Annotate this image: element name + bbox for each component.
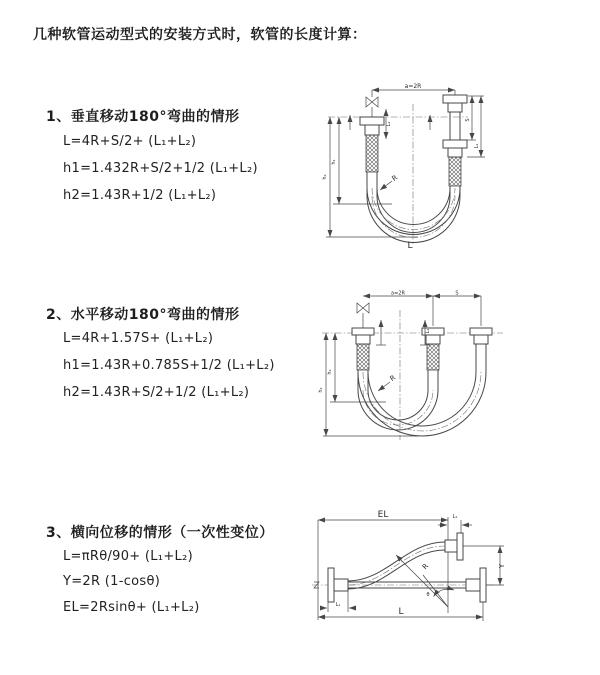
section-3-formula-Y: Y=2R (1-cosθ) [63, 574, 161, 589]
section-3-formula-L: L=πRθ/90+ (L₁+L₂) [63, 549, 193, 564]
dimension-a2r [372, 83, 455, 95]
section-1-formula-h2: h2=1.43R+1/2 (L₁+L₂) [63, 188, 217, 203]
dim-label-s: S [455, 290, 459, 297]
dim-label-l: L [398, 607, 404, 617]
radius-and-angle [396, 555, 454, 607]
section-3-title: 横向位移的情形（一次性变位） [70, 525, 274, 541]
section-1-heading [46, 106, 239, 126]
left-flange [314, 568, 348, 602]
section-3-heading [46, 522, 274, 542]
dim-label-a2r: a=2R [391, 290, 405, 297]
radius-callout [378, 374, 397, 391]
dim-label-l1-top: L₁ [452, 514, 458, 520]
section-1-formula-L: L=4R+S/2+ (L₁+L₂) [63, 134, 197, 149]
section-2-heading [46, 304, 239, 324]
dim-label-h2: h₂ [322, 174, 328, 180]
centerlines [312, 517, 496, 613]
dim-label-l1-bottom: L₁ [335, 602, 341, 608]
section-2-title: 水平移动180°弯曲的情形 [70, 307, 240, 323]
dimension-s [433, 291, 481, 327]
dim-label-h1: h₁ [327, 369, 333, 375]
dim-label-y: Y [498, 563, 506, 569]
dim-label-el: EL [377, 510, 389, 520]
section-2-number: 2、 [46, 307, 71, 323]
section-1-title: 垂直移动180°弯曲的情形 [70, 109, 240, 125]
dimension-l1-top [438, 514, 472, 533]
diagram-horizontal-u-bend [318, 290, 518, 450]
section-2-formula-h1: h1=1.43R+0.785S+1/2 (L₁+L₂) [63, 358, 275, 373]
dim-label-a2r: a=2R [404, 83, 422, 90]
length-label: L [407, 241, 413, 251]
dim-label-h2: h₂ [318, 387, 324, 393]
valve-icon [366, 90, 378, 117]
section-1-formula-h1: h1=1.432R+S/2+1/2 (L₁+L₂) [63, 161, 258, 176]
diagram-lateral-displacement [308, 505, 538, 630]
section-3-formula-EL: EL=2Rsinθ+ (L₁+L₂) [63, 600, 200, 615]
dimension-l [318, 602, 483, 621]
dim-label-s: S [465, 118, 471, 122]
centerlines [328, 104, 468, 244]
dimension-l1-bottom [320, 591, 356, 612]
dimension-l1-right [467, 96, 485, 157]
radius-callout [380, 174, 399, 190]
right-pipe-fitting [470, 328, 492, 344]
section-1-number: 1、 [46, 109, 71, 125]
section-2-formula-h2: h2=1.43R+S/2+1/2 (L₁+L₂) [63, 385, 250, 400]
dimension-a2r [363, 291, 433, 297]
diagram-vertical-u-bend [320, 82, 520, 250]
right-pipe-fitting [443, 95, 467, 186]
angle-label: θ [426, 592, 430, 598]
dim-label-l1: L₁ [425, 328, 431, 334]
dimension-h1 [331, 117, 392, 204]
section-2-formula-L: L=4R+1.57S+ (L₁+L₂) [63, 331, 214, 346]
radius-label: R [420, 562, 431, 572]
left-pipe-fitting [352, 328, 374, 370]
dim-label-h1: h₁ [331, 159, 337, 165]
valve-icon [357, 303, 369, 328]
radius-label: R [388, 373, 398, 384]
radius-label: R [390, 173, 400, 184]
left-pipe-fitting [360, 117, 384, 172]
dim-label-l1-left: L₁ [386, 121, 392, 127]
dimension-l1-left [386, 109, 392, 139]
hose-u-bend [367, 172, 460, 243]
dim-label-l1-right: L₁ [474, 143, 480, 149]
section-3-number: 3、 [46, 525, 71, 541]
page-title: 几种软管运动型式的安装方式时，软管的长度计算： [33, 27, 367, 43]
